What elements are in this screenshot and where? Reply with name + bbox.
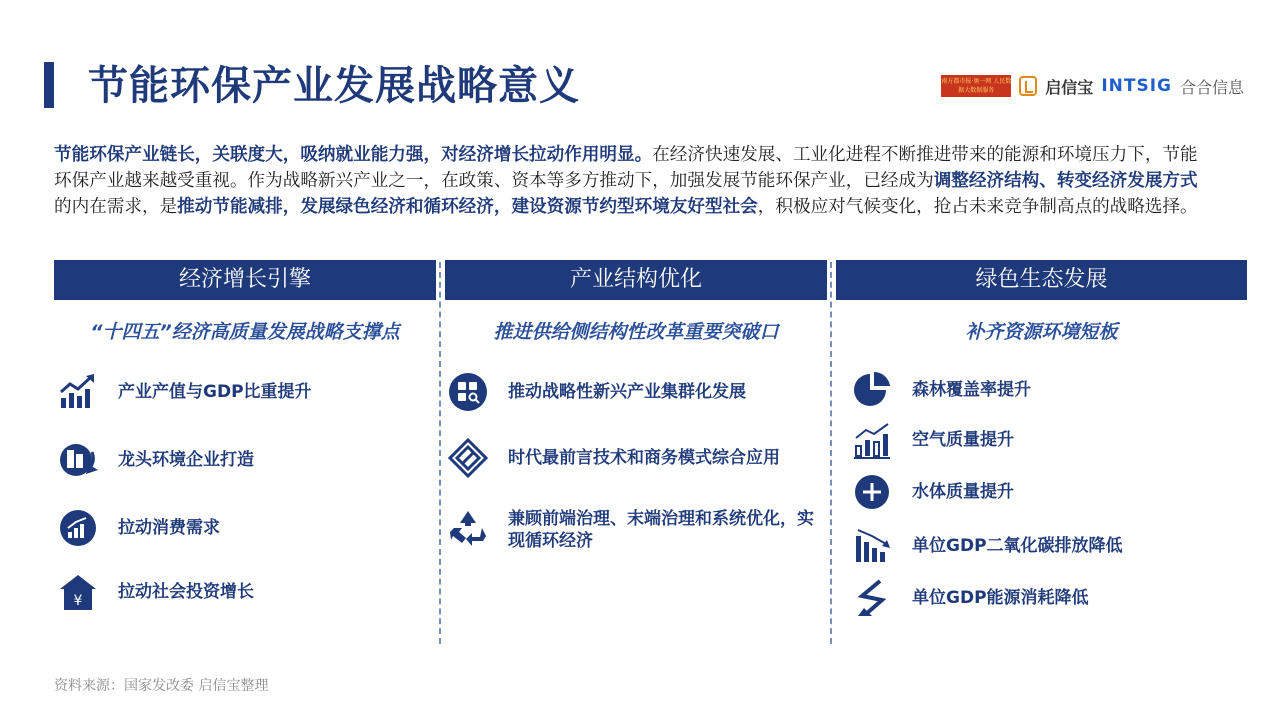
intro-text-3: ，积极应对气候变化，抢占未来竞争制高点的战略选择。: [757, 197, 1198, 217]
brand-qixinbao: 启信宝: [1045, 77, 1094, 97]
list-item: [852, 472, 1014, 512]
item-label: 兼顾前端治理、末端治理和系统优化，实现循环经济: [508, 509, 814, 551]
building-arrow-icon: [58, 440, 98, 480]
bar-growth-icon: [852, 420, 892, 460]
intro-text-1: 在经济快速发展、工业化进程不断推进带来的能源和环境压力下，节能环保产业越来越受重视。作为战略新兴产业之一，在政策、资本等多方推动下，加强发展节能环保产业，已经成为: [54, 145, 1198, 191]
list-item: [58, 440, 254, 480]
intro-paragraph: [54, 142, 1214, 220]
list-item: [58, 372, 312, 412]
item-label: 水体质量提升: [912, 482, 1014, 502]
column-header-economy: 经济增长引擎: [54, 260, 436, 300]
brand-intsig: INTSIG: [1101, 76, 1172, 96]
down-arrow-zigzag-icon: [852, 578, 892, 618]
list-item: [852, 526, 1123, 566]
recycle-icon: [448, 508, 488, 548]
column-divider: [830, 262, 832, 644]
intro-highlight-2: 调整经济结构、转变经济发展方式: [933, 171, 1198, 191]
column-header-industry: 产业结构优化: [445, 260, 827, 300]
page-title: 节能环保产业发展战略意义: [88, 63, 580, 109]
source-note: 资料来源：国家发改委 启信宝整理: [54, 678, 269, 694]
qixinbao-logo-icon: [1019, 76, 1037, 96]
intro-highlight-1: 节能环保产业链长，关联度大，吸纳就业能力强，对经济增长拉动作用明显。: [54, 145, 653, 165]
subhead-industry: 推进供给侧结构性改革重要突破口: [493, 321, 779, 343]
column-divider: [439, 262, 441, 644]
bar-chart-circle-icon: [58, 508, 98, 548]
list-item: [58, 508, 220, 548]
seal-logo: [941, 75, 1011, 97]
list-item: [448, 438, 780, 478]
list-item: [448, 372, 746, 412]
item-label: 单位GDP二氧化碳排放降低: [912, 536, 1123, 556]
list-item: [852, 370, 1031, 410]
plus-circle-icon: [852, 472, 892, 512]
item-label: 单位GDP能源消耗降低: [912, 588, 1089, 608]
house-yen-icon: [58, 572, 98, 612]
item-label: 拉动消费需求: [118, 518, 220, 538]
column-header-green: 绿色生态发展: [836, 260, 1247, 300]
app-grid-search-icon: [448, 372, 488, 412]
svg-text:¥: ¥: [73, 593, 83, 609]
seal-logo-text: 南方都市报·奥一网 人民数据大数据服务: [941, 78, 1012, 94]
growth-chart-icon: [58, 372, 98, 412]
item-label: 推动战略性新兴产业集群化发展: [508, 382, 746, 402]
item-label: 产业产值与GDP比重提升: [118, 382, 312, 402]
list-item: [448, 508, 818, 552]
item-label: 空气质量提升: [912, 430, 1014, 450]
list-item: [58, 572, 254, 612]
list-item: [852, 578, 1089, 618]
item-label: 时代最前言技术和商务模式综合应用: [508, 448, 780, 468]
intro-highlight-3: 推动节能减排，发展绿色经济和循环经济，建设资源节约型环境友好型社会: [177, 197, 758, 217]
logo-group: [941, 72, 1244, 100]
item-label: 龙头环境企业打造: [118, 450, 254, 470]
bar-decline-icon: [852, 526, 892, 566]
subhead-green: 补齐资源环境短板: [965, 321, 1118, 343]
intro-text-2: 的内在需求，是: [54, 197, 178, 217]
subhead-economy: “十四五”经济高质量发展战略支撑点: [90, 321, 400, 343]
title-accent-bar: [44, 62, 54, 108]
item-label: 拉动社会投资增长: [118, 582, 254, 602]
layers-diamond-icon: [448, 438, 488, 478]
pie-chart-icon: [852, 370, 892, 410]
list-item: [852, 420, 1014, 460]
item-label: 森林覆盖率提升: [912, 380, 1031, 400]
brand-intsig-cn: 合合信息: [1179, 77, 1244, 97]
